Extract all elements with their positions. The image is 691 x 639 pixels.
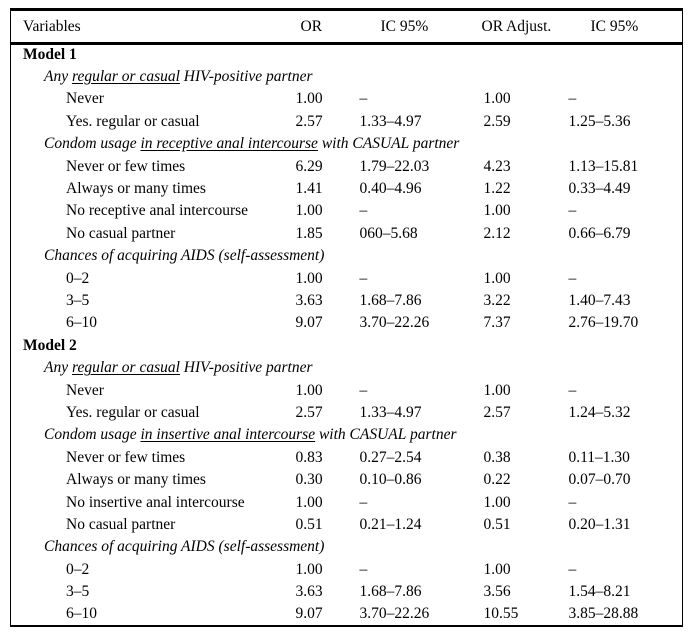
group-header-row — [11, 245, 683, 267]
variable-cell: Never — [66, 90, 104, 108]
ic95-cell: 0.40–4.96 — [359, 180, 422, 198]
table-row — [11, 514, 683, 536]
model-title: Model 1 — [23, 46, 77, 64]
header-row — [11, 10, 683, 44]
group-header-row — [11, 424, 683, 446]
or-cell: 0.83 — [295, 448, 323, 466]
ic95-adjust-cell: 0.07–0.70 — [568, 471, 631, 489]
table-row — [11, 155, 683, 177]
group-title — [11, 536, 683, 558]
table-row — [11, 312, 683, 334]
or-adjust-cell: 1.00 — [483, 381, 511, 399]
group-title-underlined-part: in receptive anal intercourse — [140, 135, 318, 153]
group-title-underlined-part: in insertive anal intercourse — [140, 426, 316, 444]
results-table — [10, 8, 683, 627]
ic95-cell: 1.33–4.97 — [359, 403, 422, 421]
group-title-part: HIV-positive partner — [179, 359, 313, 377]
ic95-adjust-cell: – — [568, 560, 577, 578]
column-header-or: OR — [294, 10, 358, 44]
or-cell: 1.00 — [295, 381, 323, 399]
ic95-cell: 1.33–4.97 — [359, 112, 422, 130]
or-cell: 2.57 — [295, 403, 323, 421]
ic95-cell: 3.70–22.26 — [359, 314, 430, 332]
or-cell: 1.00 — [295, 269, 323, 287]
or-cell: 1.00 — [295, 90, 323, 108]
group-header-row — [11, 357, 683, 379]
or-cell: 3.63 — [295, 583, 323, 601]
column-header-ic95-adjust: IC 95% — [567, 10, 683, 44]
ic95-cell: 060–5.68 — [359, 224, 418, 242]
table-row — [11, 558, 683, 580]
ic95-adjust-cell: 1.24–5.32 — [568, 403, 631, 421]
or-cell: 0.51 — [295, 515, 323, 533]
ic95-adjust-cell: 1.40–7.43 — [568, 291, 631, 309]
ic95-adjust-cell: 1.54–8.21 — [568, 583, 631, 601]
model-row — [11, 44, 683, 66]
ic95-cell: 1.68–7.86 — [359, 583, 422, 601]
model-title: Model 2 — [23, 336, 77, 354]
or-adjust-cell: 1.00 — [483, 269, 511, 287]
ic95-adjust-cell: 0.66–6.79 — [568, 224, 631, 242]
or-adjust-cell: 3.22 — [483, 291, 511, 309]
group-title — [11, 133, 683, 155]
table-row — [11, 223, 683, 245]
table-row — [11, 178, 683, 200]
variable-cell: 3–5 — [66, 291, 90, 309]
or-adjust-cell: 2.12 — [483, 224, 511, 242]
variable-cell: 0–2 — [66, 560, 90, 578]
column-header-variables: Variables — [11, 10, 294, 44]
group-title-part: Chances of acquiring AIDS (self-assessment) — [44, 247, 325, 265]
or-adjust-cell: 10.55 — [483, 604, 519, 622]
group-title-part: with CASUAL partner — [315, 426, 457, 444]
ic95-cell: 1.79–22.03 — [359, 157, 430, 175]
table-row — [11, 290, 683, 312]
variable-cell: Yes. regular or casual — [66, 403, 200, 421]
or-adjust-cell: 4.23 — [483, 157, 511, 175]
variable-cell: No insertive anal intercourse — [66, 493, 245, 511]
or-cell: 0.30 — [295, 471, 323, 489]
group-title — [11, 357, 683, 379]
or-cell: 6.29 — [295, 157, 323, 175]
or-adjust-cell: 1.22 — [483, 180, 511, 198]
or-adjust-cell: 1.00 — [483, 202, 511, 220]
or-cell: 1.00 — [295, 560, 323, 578]
variable-cell: No casual partner — [66, 515, 176, 533]
group-title-part: HIV-positive partner — [179, 68, 313, 86]
ic95-adjust-cell: 3.85–28.88 — [568, 604, 639, 622]
or-cell: 9.07 — [295, 314, 323, 332]
or-adjust-cell: 0.51 — [483, 515, 511, 533]
ic95-cell: – — [359, 560, 368, 578]
or-cell: 1.00 — [295, 493, 323, 511]
group-title-part: Condom usage — [44, 135, 141, 153]
group-title — [11, 424, 683, 446]
table-body — [11, 44, 683, 626]
ic95-cell: – — [359, 381, 368, 399]
or-adjust-cell: 3.56 — [483, 583, 511, 601]
ic95-cell: 0.27–2.54 — [359, 448, 422, 466]
table-row — [11, 469, 683, 491]
ic95-cell: – — [359, 269, 368, 287]
or-adjust-cell: 1.00 — [483, 90, 511, 108]
table-row — [11, 603, 683, 625]
group-header-row — [11, 536, 683, 558]
group-header-row — [11, 66, 683, 88]
table-row — [11, 111, 683, 133]
or-adjust-cell: 0.22 — [483, 471, 511, 489]
column-header-ic95: IC 95% — [358, 10, 482, 44]
variable-cell: 6–10 — [66, 314, 97, 332]
ic95-adjust-cell: 1.13–15.81 — [568, 157, 639, 175]
or-cell: 9.07 — [295, 604, 323, 622]
group-title — [11, 66, 683, 88]
table-row — [11, 267, 683, 289]
or-adjust-cell: 7.37 — [483, 314, 511, 332]
ic95-cell: 0.10–0.86 — [359, 471, 422, 489]
ic95-adjust-cell: – — [568, 202, 577, 220]
ic95-adjust-cell: 0.11–1.30 — [568, 448, 630, 466]
model-row — [11, 335, 683, 357]
ic95-adjust-cell: – — [568, 493, 577, 511]
ic95-adjust-cell: 2.76–19.70 — [568, 314, 639, 332]
ic95-adjust-cell: 0.33–4.49 — [568, 180, 631, 198]
table-row — [11, 581, 683, 603]
or-adjust-cell: 1.00 — [483, 560, 511, 578]
ic95-adjust-cell: – — [568, 381, 577, 399]
group-title-underlined-part: regular or casual — [71, 359, 180, 377]
variable-cell: Always or many times — [66, 180, 206, 198]
group-title-underlined-part: regular or casual — [71, 68, 180, 86]
ic95-adjust-cell: 1.25–5.36 — [568, 112, 631, 130]
ic95-cell: 1.68–7.86 — [359, 291, 422, 309]
or-cell: 1.85 — [295, 224, 323, 242]
ic95-adjust-cell: 0.20–1.31 — [568, 515, 631, 533]
variable-cell: 3–5 — [66, 583, 90, 601]
variable-cell: No casual partner — [66, 224, 176, 242]
variable-cell: Never or few times — [66, 157, 186, 175]
ic95-cell: – — [359, 202, 368, 220]
variable-cell: No receptive anal intercourse — [66, 202, 249, 220]
ic95-cell: 0.21–1.24 — [359, 515, 422, 533]
group-title — [11, 245, 683, 267]
group-title-part: Condom usage — [44, 426, 141, 444]
or-adjust-cell: 0.38 — [483, 448, 511, 466]
or-cell: 3.63 — [295, 291, 323, 309]
group-title-part: with CASUAL partner — [317, 135, 460, 153]
or-cell: 2.57 — [295, 112, 323, 130]
table-row — [11, 447, 683, 469]
or-cell: 1.00 — [295, 202, 323, 220]
or-adjust-cell: 2.59 — [483, 112, 511, 130]
ic95-cell: 3.70–22.26 — [359, 604, 430, 622]
variable-cell: 6–10 — [66, 604, 97, 622]
table-row — [11, 491, 683, 513]
or-adjust-cell: 1.00 — [483, 493, 511, 511]
variable-cell: Never or few times — [66, 448, 186, 466]
group-header-row — [11, 133, 683, 155]
ic95-cell: – — [359, 493, 368, 511]
table-row — [11, 88, 683, 110]
table-row — [11, 379, 683, 401]
ic95-adjust-cell: – — [568, 269, 577, 287]
group-title-part: Any — [44, 68, 72, 86]
or-cell: 1.41 — [295, 180, 323, 198]
table-row — [11, 402, 683, 424]
variable-cell: 0–2 — [66, 269, 90, 287]
table-header — [11, 10, 683, 44]
group-title-part: Any — [44, 359, 72, 377]
ic95-cell: – — [359, 90, 368, 108]
group-title-part: Chances of acquiring AIDS (self-assessment) — [44, 538, 325, 556]
variable-cell: Always or many times — [66, 471, 206, 489]
ic95-adjust-cell: – — [568, 90, 577, 108]
table-row — [11, 200, 683, 222]
column-header-or-adjust: OR Adjust. — [482, 10, 567, 44]
variable-cell: Never — [66, 381, 104, 399]
or-adjust-cell: 2.57 — [483, 403, 511, 421]
variable-cell: Yes. regular or casual — [66, 112, 200, 130]
